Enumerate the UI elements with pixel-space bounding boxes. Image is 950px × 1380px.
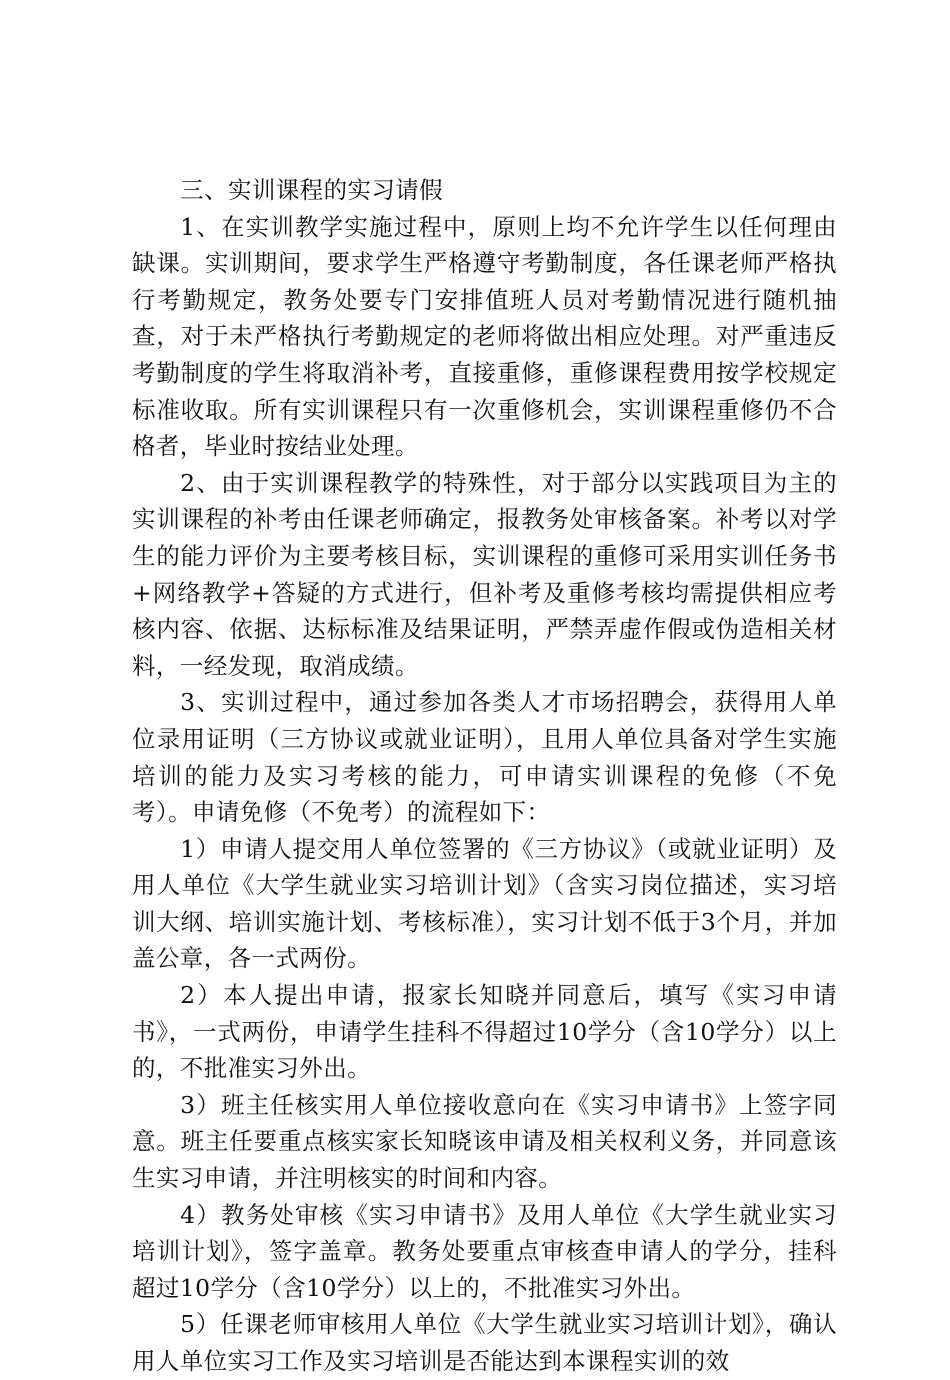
list-item-step-1: 1）申请人提交用人单位签署的《三方协议》（或就业证明）及用人单位《大学生就业实习培训计划》（含实习岗位描述，实习培训大纲、培训实施计划、考核标准），实习计划不低于3个月，并加盖公章，各一式两份。 (132, 834, 837, 973)
list-item-step-3: 3）班主任核实用人单位接收意向在《实习申请书》上签字同意。班主任要重点核实家长知晓该申请及相关权利义务，并同意该生实习申请，并注明核实的时间和内容。 (132, 1090, 837, 1193)
paragraph-exemption: 3、实训过程中，通过参加各类人才市场招聘会，获得用人单位录用证明（三方协议或就业证明），且用人单位具备对学生实施培训的能力及实习考核的能力，可申请实训课程的免修（不免考）。申请免修（不免考）的流程如下： (132, 688, 837, 827)
paragraph-makeup-exam: 2、由于实训课程教学的特殊性，对于部分以实践项目为主的实训课程的补考由任课老师确定，报教务处审核备案。补考以对学生的能力评价为主要考核目标，实训课程的重修可采用实训任务书+网络教学+答疑的方式进行，但补考及重修考核均需提供相应考核内容、依据、达标标准及结果证明，严禁弄虚作假或伪造相关材料，一经发现，取消成绩。 (132, 468, 837, 680)
list-item-step-5: 5）任课老师审核用人单位《大学生就业实习培训计划》，确认用人单位实习工作及实习培训是否能达到本课程实训的效 (132, 1310, 837, 1375)
paragraph-attendance-rule: 1、在实训教学实施过程中，原则上均不允许学生以任何理由缺课。实训期间，要求学生严格遵守考勤制度，各任课老师严格执行考勤规定，教务处要专门安排值班人员对考勤情况进行随机抽查，对于未严格执行考勤规定的老师将做出相应处理。对严重违反考勤制度的学生将取消补考，直接重修，重修课程费用按学校规定标准收取。所有实训课程只有一次重修机会，实训课程重修仍不合格者，毕业时按结业处理。 (132, 212, 837, 461)
document-body (132, 172, 837, 1380)
list-item-step-2: 2）本人提出申请，报家长知晓并同意后，填写《实习申请书》，一式两份，申请学生挂科不得超过10学分（含10学分）以上的，不批准实习外出。 (132, 981, 837, 1083)
list-item-step-4: 4）教务处审核《实习申请书》及用人单位《大学生就业实习培训计划》，签字盖章。教务处要重点审核查申请人的学分，挂科超过10学分（含10学分）以上的，不批准实习外出。 (132, 1200, 837, 1302)
section-heading: 三、实训课程的实习请假 (180, 176, 444, 204)
